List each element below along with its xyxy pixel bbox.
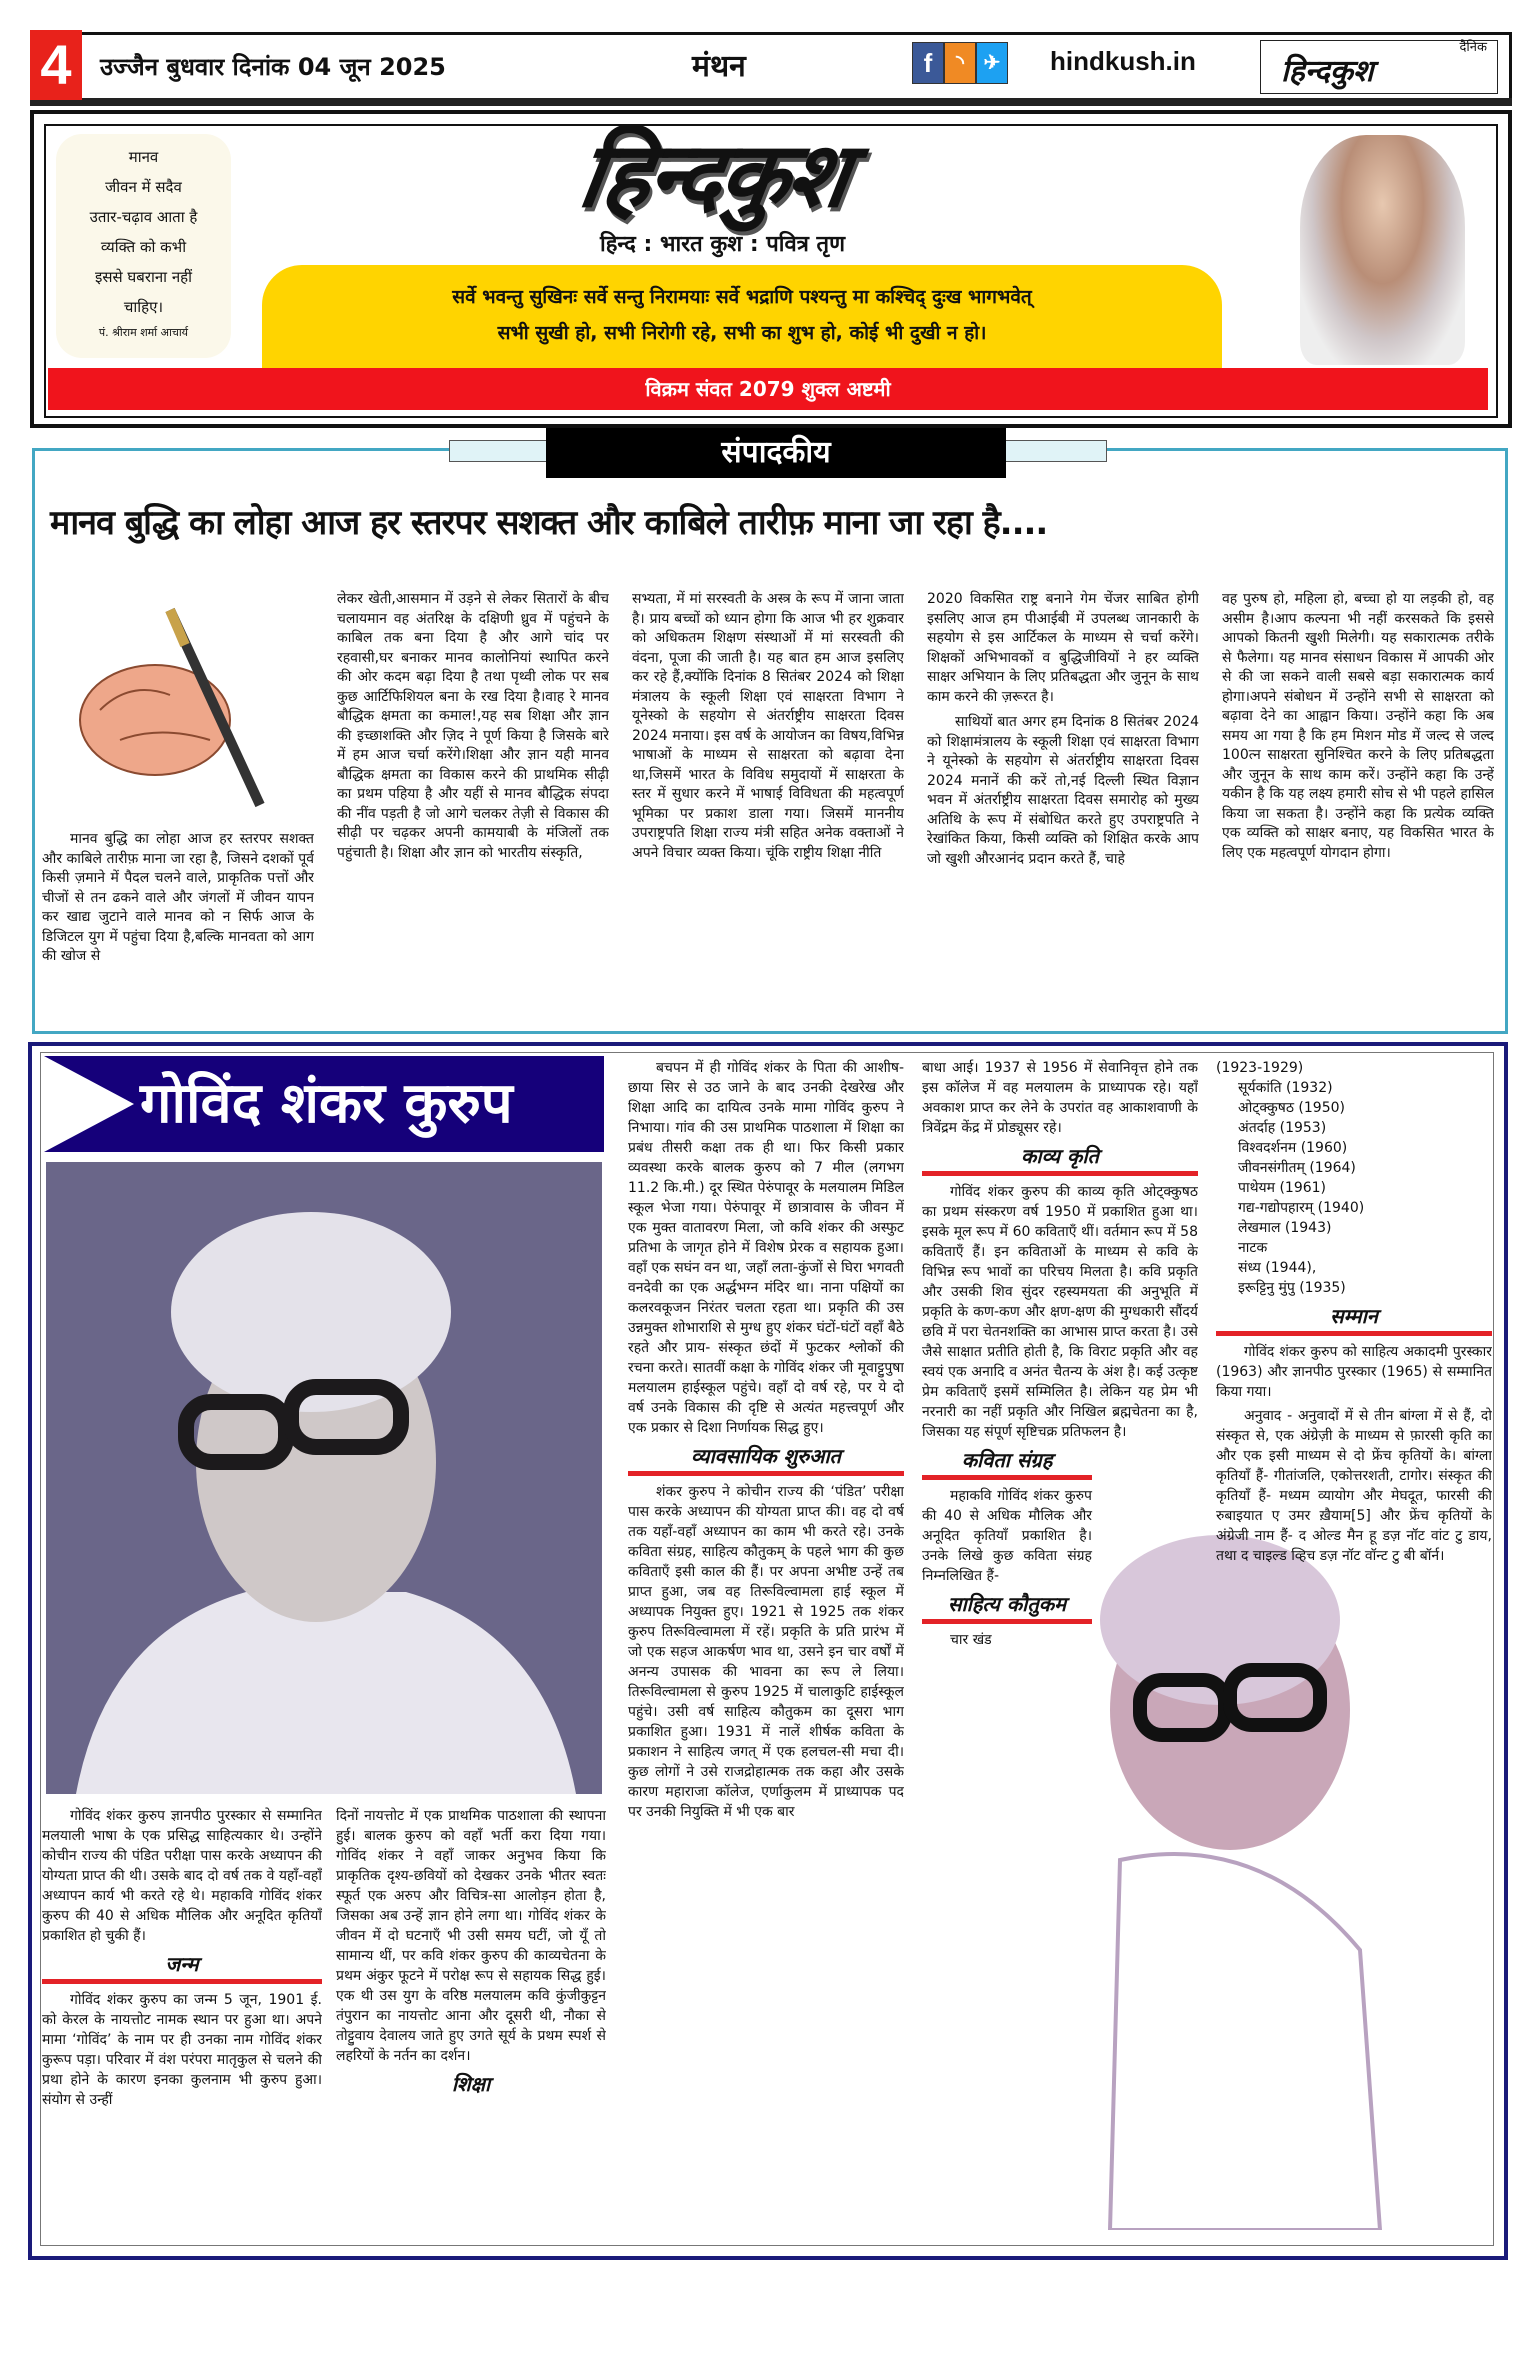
editorial-col-1 [42,830,314,1020]
samvat-strip: विक्रम संवत 2079 शुक्ल अष्टमी [48,368,1488,410]
intro-paragraph: गोविंद शंकर कुरुप ज्ञानपीठ पुरस्कार से सम्मानित मलयाली भाषा के एक प्रसिद्ध साहित्यकार थे। उन्होंने कोचीन राज्य की पंडित परीक्षा पास करके अध्यापन की योग्यता प्राप्त की थी। उसके बाद दो वर्ष तक वे यहाँ-वहाँ अध्यापन कार्य भी करते रहे थे। महाकवि गोविंद शंकर कुरुप की 40 से अधिक मौलिक और अनूदित कृतियाँ प्रकाशित हो चुकी हैं। [42,1808,322,1944]
work-item: अंतर्दाह (1953) [1238,1120,1327,1136]
work-item: नाटक [1238,1240,1268,1256]
editorial-label: संपादकीय [546,428,1006,478]
work-item: लेखमाल (1943) [1238,1220,1332,1236]
quote-line: इससे घबराना नहीं [94,268,193,286]
profile-col-3 [628,1058,904,2242]
arrow-icon [44,1056,134,1152]
newspaper-logo: हिन्दकुश [572,122,855,228]
subhead-honor: सम्मान [1216,1303,1492,1336]
section-name: मंथन [692,49,746,84]
profile-col-5 [1216,1058,1492,2242]
editorial-headline: मानव बुद्धि का लोहा आज हर स्तरपर सशक्त और काबिले तारीफ़ माना जा रहा है.... [50,503,1048,543]
label-bar-left [449,440,551,462]
collection-paragraph: महाकवि गोविंद शंकर कुरुप की 40 से अधिक मौलिक और अनूदित कृतियाँ प्रकाशित है। उनके लिखे कुछ कविता संग्रह निम्नलिखित हैं- [922,1488,1092,1584]
editorial-col-3 [632,590,904,1020]
subhead-collection: कविता संग्रह [922,1447,1092,1480]
paragraph: लेकर खेती,आसमान में उड़ने से लेकर सितारों के बीच चलायमान वह अंतरिक्ष के दक्षिणी ध्रुव में पहुंचने के काबिल तक बना दिया है और आगे चांद पर रहवासी,घर बनाकर मानव कालोनियां स्थापित करने की ओर कदम बढ़ा दिया है तथा पृथ्वी लोक पर सब कुछ आर्टिफिशियल बना के रख दिया है।वाह रे मानव बौद्धिक क्षमता का कमाल!,यह सब शिक्षा और ज्ञान की इच्छाशक्ति और ज़िद ने पूर्ण किया है जिसके बारे में हम आज चर्चा करेंगे।शिक्षा और ज्ञान यही मानव बौद्धिक क्षमता का विकास करने की प्राथमिक सीढ़ी का प्रथम पहिया है और यहीं से मानव बौद्धिक संपदा की नींव पड़ती है जो आगे चलकर तेज़ी से विकास की सीढ़ी पर चढ़कर अपनी कामयाबी के मंजिलों तक पहुंचाती है। शिक्षा और ज्ञान को भारतीय संस्कृति, [337,591,609,861]
quote-line: चाहिए। [123,298,164,316]
mantra-banner [262,265,1222,368]
founder-portrait [1300,135,1465,365]
quote-line: उतार-चढ़ाव आता है [89,208,198,226]
subhead-education: शिक्षा [451,2072,491,2096]
editorial-col-4 [927,590,1199,1020]
profile-col-4 [922,1058,1198,2242]
work-item: (1923-1929) [1216,1060,1304,1076]
mini-logo-dainik: दैनिक [1459,40,1487,55]
poetry-paragraph: गोविंद शंकर कुरुप की काव्य कृति ओट्क्कुषठ का प्रथम संस्करण वर्ष 1950 में प्रकाशित हुआ था। इसके मूल रूप में 60 कविताएँ थीं। वर्तमान रूप में 58 कविताएँ हैं। इन कविताओं के माध्यम से कवि के विभिन्न रूप भावों का परिचय मिलता है। कवि प्रकृति और उसकी शिव सुंदर रहस्यमयता की अनुभूति में प्रकृति के कण-कण और क्षण-क्षण की मुग्धकारी सौंदर्य छवि में परा चेतनशक्ति का आभास प्राप्त करता है। उसे जैसे साक्षात प्रतीति होती है, कि विराट प्रकृति और वह स्वयं एक अनादि व अनंत चैतन्य के अंश है। कई उत्कृष्ट प्रेम कविताएँ इसमें सम्मिलित है। लेकिन यह प्रेम भी नरनारी का नहीं प्रकृति और निखिल ब्रह्मचेतना का है, जिसका यह संपूर्ण सृष्टिचक्र प्रतिफलन है। [922,1184,1198,1440]
quote-author: पं. श्रीराम शर्मा आचार्य [98,326,189,339]
subhead-birth: जन्म [42,1951,322,1984]
work-item: जीवनसंगीतम् (1964) [1238,1160,1356,1176]
work-item: संध्य (1944), [1238,1260,1317,1276]
twitter-icon[interactable]: ✈ [976,42,1008,84]
paragraph: बचपन में ही गोविंद शंकर के पिता की आशीष-छाया सिर से उठ जाने के बाद उनकी देखरेख और शिक्षा आदि का दायित्व उनके मामा गोविंद कुरुप ने निभाया। गांव की उस प्राथमिक पाठशाला में शिक्षा का प्रबंध तीसरी कक्षा तक ही था। फिर किसी प्रकार व्यवस्था करके बालक कुरुप को 7 मील (लगभग 11.2 कि.मी.) दूर स्थित पेरुंपावूर के मलयालम मिडिल स्कूल भेजा गया। पेरुंपावूर में छात्रावास के जीवन में एक मुक्त वातावरण मिला, जो कवि शंकर की अस्फुट प्रतिभा के जागृत होने में विशेष प्रेरक व सहायक हुआ। वहाँ एक सघंन वन था, जहाँ लता-कुंजों से घिरा भगवती वनदेवी का एक अर्द्धभग्न मंदिर था। नाना पक्षियों का कलरवकूजन निरंतर चलता रहता था। प्रकृति की उस उन्नमुक्त शोभाराशि से मुग्ध हुए शंकर घंटों-घंटों वहाँ बैठे रहते और प्राय- संस्कृत छंदों में फुटकर श्लोकों की रचना करते। सातवीं कक्षा के गोविंद शंकर जी मूवाट्टुपुषा मलयालम हाईस्कूल पहुंचे। वहाँ दो वर्ष रहे, पर ये दो वर्ष उनके विकास की दृष्टि से अत्यंत महत्त्वपूर्ण और एक प्रकार से दिशा निर्णायक सिद्ध हुए। [628,1060,904,1436]
page-number: 4 [30,30,82,100]
career-paragraph: शंकर कुरुप ने कोचीन राज्य की ‘पंडित’ परीक्षा पास करके अध्यापन की योग्यता प्राप्त की। वह दो वर्ष तक यहाँ-वहाँ अध्यापन का काम भी करते रहे। उनके कविता संग्रह, साहित्य कौतुकम् के पहले भाग की कुछ कविताएँ इसी काल की हैं। पर अपना अभीष्ट उन्हें तब प्राप्त हुआ, जब वह तिरूविल्वामला हाई स्कूल में अध्यापक नियुक्त हुए। 1921 से 1925 तक शंकर कुरुप तिरूविल्वामला में रहें। प्रकृति के प्रति प्रारंभ में जो एक सहज आकर्षण भाव था, उसने इन चार वर्षों में अनन्य उपासक की भावना का रूप ले लिया। तिरूविल्वामला से कुरुप 1925 में चालाकुटि हाईस्कूल पहुंचे। उसी वर्ष साहित्य कौतुकम का दूसरा भाग प्रकाशित हुआ। 1931 में नालें शीर्षक कविता के प्रकाशन ने साहित्य जगत् में एक हलचल-सी मचा दी। कुछ लोगों ने उसे राजद्रोहात्मक तक कहा और उसके कारण महाराजा कॉलेज, एर्णाकुलम में प्राध्यापक पद पर उनकी नियुक्ति में भी एक बार [628,1484,904,1820]
masthead-shadow [30,98,1512,106]
kurup-portrait [46,1162,602,1794]
site-url[interactable]: hindkush.in [1050,46,1196,76]
dateline: उज्जैन बुधवार दिनांक 04 जून 2025 [100,53,446,81]
quote-line: व्यक्ति को कभी [100,238,187,256]
subhead-kautukam: साहित्य कौतुकम [922,1591,1092,1624]
paragraph: वह पुरुष हो, महिला हो, बच्चा हो या लड़की हो, वह असीम है।आप कल्पना भी नहीं करसकते कि इससे आपको कितनी खुशी मिलेगी। यह सकारात्मक तरीके से फैलेगा। यह मानव संसाधन विकास में आपकी ओर से की जा सकने वाली सबसे बड़ा सकारात्मक कार्य होगा।अपने संबोधन में उन्होंने सभी से साक्षरता को बढ़ावा देने का आह्वान किया। उन्होंने कहा कि अब समय आ गया है कि हम मिशन मोड में जल्द से जल्द 100त्न साक्षरता सुनिश्चित करने के लिए प्रतिबद्धता और जुनून के साथ काम करें। उन्होंने कहा कि उन्हें यकीन है कि यह लक्ष्य हमारी सोच से भी पहले हासिल किया जा सकता है। उन्होंने कहा कि प्रत्येक व्यक्ति एक व्यक्ति को साक्षर बनाए, यह विकसित भारत के लिए एक महत्वपूर्ण योगदान होगा। [1222,591,1494,861]
quote-line: मानव [128,148,159,166]
work-item: पाथेयम (1961) [1238,1180,1327,1196]
paragraph: सभ्यता, में मां सरस्वती के अस्त्र के रूप में जाना जाता है। प्राय बच्चों को ध्यान होगा कि आज भी हर शुक्रवार को अधिकतम शिक्षण संस्थाओं में मां सरस्वती की वंदना, पूजा की जाती है। यह बात हम आज इसलिए कर रहे हैं,क्योंकि दिनांक 8 सितंबर 2024 को शिक्षा मंत्रालय के स्कूली शिक्षा एवं साक्षरता विभाग ने यूनेस्को के सहयोग से अंतर्राष्ट्रीय साक्षरता दिवस 2024 मनाया। इस वर्ष के आयोजन का विषय,विभिन्न भाषाओं के माध्यम से साक्षरता को बढ़ावा देना था,जिसमें भारत के विविध समुदायों में साक्षरता के स्तर में सुधार करने में भाषाई विविधता की महत्वपूर्ण भूमिका पर प्रकाश डाला गया। जिसमें माननीय उपराष्ट्रपति शिक्षा राज्य मंत्री सहित अनेक वक्ताओं ने अपने विचार व्यक्त किया। चूंकि राष्ट्रीय शिक्षा नीति [632,591,904,861]
subhead-career: व्यावसायिक शुरुआत [628,1443,904,1476]
profile-col-2 [336,1806,606,2242]
quote-line: जीवन में सदैव [105,178,182,196]
tagline: हिन्द : भारत कुश : पवित्र तृण [600,232,845,257]
editorial-col-2 [337,590,609,1020]
mantra-sanskrit: सर्वे भवन्तु सुखिनः सर्वे सन्तु निरामयाः सर्वे भद्राणि पश्यन्तु मा कश्चिद् दुःख भागभवेत् [452,286,1032,308]
profile-name: गोविंद शंकर कुरुप [140,1071,513,1136]
mantra-hindi: सभी सुखी हो, सभी निरोगी रहे, सभी का शुभ हो, कोई भी दुखी न हो। [497,322,987,344]
birth-paragraph: गोविंद शंकर कुरुप का जन्म 5 जून, 1901 ई. को केरल के नायत्तोट नामक स्थान पर हुआ था। अपने मामा ‘गोविंद’ के नाम पर ही उनका नाम गोविंद शंकर कुरूप पड़ा। परिवार में वंश परंपरा मातृकुल से चलने की प्रथा होने के कारण इनका कुलनाम भी कुरुप हुआ। संयोग से उन्हीं [42,1992,322,2108]
mini-logo-text: हिन्दकुश [1281,54,1374,89]
label-bar-right [1005,440,1107,462]
paragraph: मानव बुद्धि का लोहा आज हर स्तरपर सशक्त और काबिले तारीफ़ माना जा रहा है, जिसने दशकों पूर्व किसी ज़माने में पैदल चलने वाले, प्राकृतिक पत्तों और चीजों से तन ढकने वाले और जंगलों में जीवन यापन कर खाद्य जुटाने वाले मानव को न सिर्फ आज के डिजिटल युग में पहुंचा दिया है,बल्कि मानवता को आग की खोज से [42,831,314,964]
work-item: इरूट्टिनु मुंपु (1935) [1238,1280,1346,1296]
editorial-col-5 [1222,590,1494,1020]
work-item: गद्य-गद्योपहारम् (1940) [1238,1200,1365,1216]
pen-hand-illustration [60,600,270,810]
work-item: ओट्क्कुषठ (1950) [1238,1100,1345,1116]
work-item: सूर्यकांति (1932) [1238,1080,1333,1096]
works-list [1216,1058,1492,1298]
kautukam-sub: चार खंड [950,1632,992,1648]
paragraph: बाधा आई। 1937 से 1956 में सेवानिवृत्त होने तक इस कॉलेज में वह मलयालम के प्राध्यापक रहे। यहाँ अवकाश प्राप्त कर लेने के उपरांत वह आकाशवाणी के त्रिवेंद्रम केंद्र में प्रोड्यूसर रहे। [922,1060,1198,1136]
work-item: विश्वदर्शनम (1960) [1238,1140,1348,1156]
paragraph: 2020 विकसित राष्ट्र बनाने गेम चेंजर साबित होगी इसलिए आज हम पीआईबी में उपलब्ध जानकारी के सहयोग से इस आर्टिकल के माध्यम से चर्चा करेंगे।शिक्षकों अभिभावकों व बुद्धिजीवियों ने हर व्यक्ति साक्षर अभियान के लिए प्रतिबद्धता और जुनून के साथ काम करने की ज़रूरत है। [927,591,1199,705]
paragraph: साथियों बात अगर हम दिनांक 8 सितंबर 2024 को शिक्षामंत्रालय के स्कूली शिक्षा एवं साक्षरता विभाग ने यूनेस्को के सहयोग से अंतर्राष्ट्रीय साक्षरता दिवस 2024 मनानें की करें तो,नई दिल्ली स्थित विज्ञान भवन में अंतर्राष्ट्रीय साक्षरता दिवस समारोह को मुख्य अतिथि के रूप में संबोधित करते हुए उपराष्ट्रपति ने रेखांकित किया, किसी व्यक्ति को शिक्षित करके आप जो खुशी औरआनंद प्रदान करते हैं, चाहे [927,714,1199,867]
rss-icon[interactable]: ◝ [944,42,976,84]
facebook-icon[interactable]: f [912,42,944,84]
profile-col-1 [42,1806,322,2242]
quote-box [56,134,231,358]
subhead-poetry: काव्य कृति [922,1143,1198,1176]
mini-logo [1260,40,1498,94]
translation-paragraph: अनुवाद - अनुवादों में से तीन बांग्ला में से हैं, दो संस्कृत से, एक अंग्रेज़ी के माध्यम से फ़ारसी कृति का और एक इसी माध्यम से दो फ्रेंच कृतियों के। बांग्ला कृतियाँ हैं- गीतांजलि, एकोत्तरशती, टागोर। संस्कृत की कृतियाँ हैं- मध्यम व्यायोग और मेघदूत, फारसी की रुबाइयात ए उमर ख़ैयाम[5] और फ्रेंच कृतियों के अंग्रेजी नाम हैं- द ओल्ड मैन हू डज़ नॉट वांट टु डाय, तथा द चाइल्ड व्हिच डज़ नॉट वॉन्ट टु बी बॉर्न। [1216,1408,1492,1564]
paragraph: दिनों नायत्तोट में एक प्राथमिक पाठशाला की स्थापना हुई। बालक कुरुप को वहाँ भर्ती करा दिया गया। गोविंद शंकर ने वहाँ जाकर अनुभव किया कि प्राकृतिक दृश्य-छवियों को देखकर उनके भीतर स्वतः स्फूर्त एक अरुप और विचित्र-सा आलोड़न होता है, जिसका अब उन्हें ज्ञान होने लगा था। गोविंद शंकर के जीवन में दो घटनाएँ भी उसी समय घटीं, जो यूँ तो सामान्य थीं, पर कवि शंकर कुरुप की काव्यचेतना के प्रथम अंकुर फूटने में परोक्ष रूप से सहायक सिद्ध हुई। एक थी उस युग के वरिष्ठ मलयालम कवि कुंजीकुट्टन तंपुरान का नायत्तोट आना और दूसरी थी, नौका से तोट्टुवाय देवालय जाते हुए उगते सूर्य के प्रथम स्पर्श से लहरियों के नर्तन का दर्शन। [336,1808,606,2064]
honor-paragraph: गोविंद शंकर कुरुप को साहित्य अकादमी पुरस्कार (1963) और ज्ञानपीठ पुरस्कार (1965) से सम्मानित किया गया। [1216,1344,1492,1400]
